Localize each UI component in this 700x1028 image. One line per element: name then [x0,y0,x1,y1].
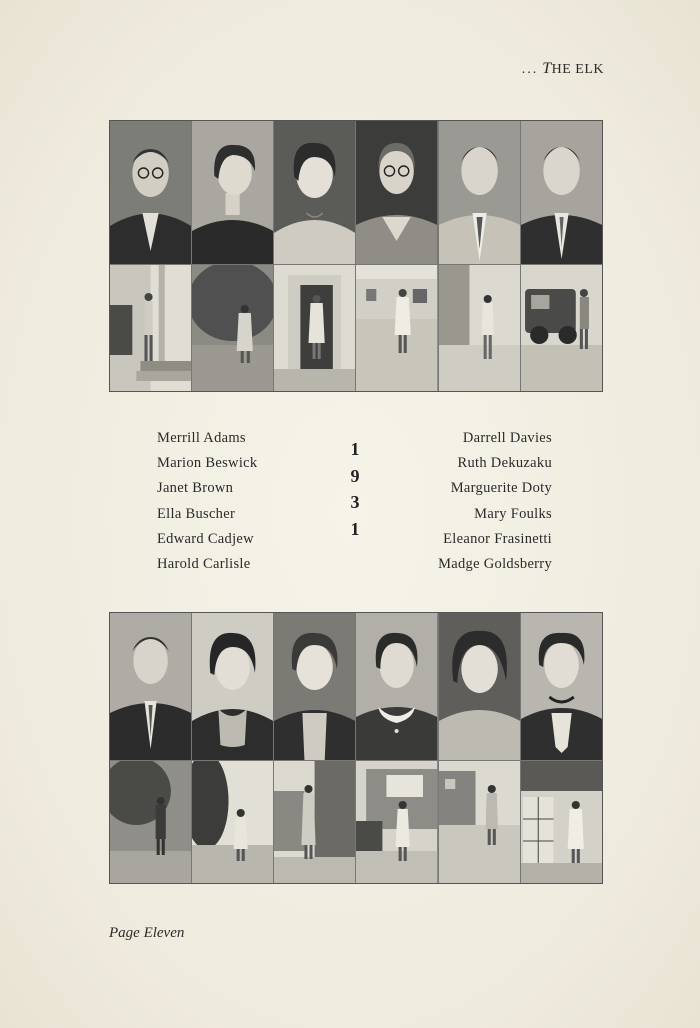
student-name: Marguerite Doty [450,480,552,497]
portrait-photo [356,121,437,264]
snapshot-photo [274,761,355,883]
running-head-title: HE ELK [551,62,604,77]
year-digit: 9 [350,465,360,486]
portrait-photo [110,121,191,264]
snapshot-photo [110,265,191,391]
snapshot-photo [439,265,520,391]
portrait-photo [110,613,191,760]
student-name: Eleanor Frasinetti [443,530,552,547]
snapshot-photo [521,265,602,391]
snapshot-photo [110,761,191,883]
names-left-column [157,426,257,577]
student-name: Mary Foulks [474,505,552,522]
year-digit: 3 [350,492,360,513]
snapshot-photo [439,761,520,883]
snapshot-photo [356,265,437,391]
running-head-initial: T [542,60,552,77]
student-name: Ella Buscher [157,505,236,522]
student-name: Marion Beswick [157,455,258,472]
student-name: Madge Goldsberry [438,556,552,573]
class-year [342,436,368,542]
portrait-photo [274,613,355,760]
names-right-column [438,426,552,577]
portrait-photo [521,613,602,760]
student-name: Harold Carlisle [157,556,251,573]
student-name: Darrell Davies [462,430,552,446]
portrait-photo [521,121,602,264]
portrait-photo [274,121,355,264]
page-number: Page Eleven [109,925,185,941]
student-name: Janet Brown [157,480,234,497]
running-head-ellipsis: ... [521,62,539,77]
year-digit: 1 [350,518,360,539]
snapshot-photo [192,265,273,391]
snapshot-photo [356,761,437,883]
running-head [522,60,604,78]
snapshot-photo [521,761,602,883]
snapshot-photo [274,265,355,391]
top-photo-grid [109,120,603,392]
student-name: Merrill Adams [157,430,246,446]
snapshot-photo [192,761,273,883]
student-name: Edward Cadjew [157,530,254,547]
portrait-photo [439,613,520,760]
student-name: Ruth Dekuzaku [457,455,552,472]
portrait-photo [439,121,520,264]
portrait-photo [192,121,273,264]
portrait-photo [356,613,437,760]
portrait-photo [192,613,273,760]
bottom-photo-grid [109,612,603,884]
year-digit: 1 [350,439,360,459]
